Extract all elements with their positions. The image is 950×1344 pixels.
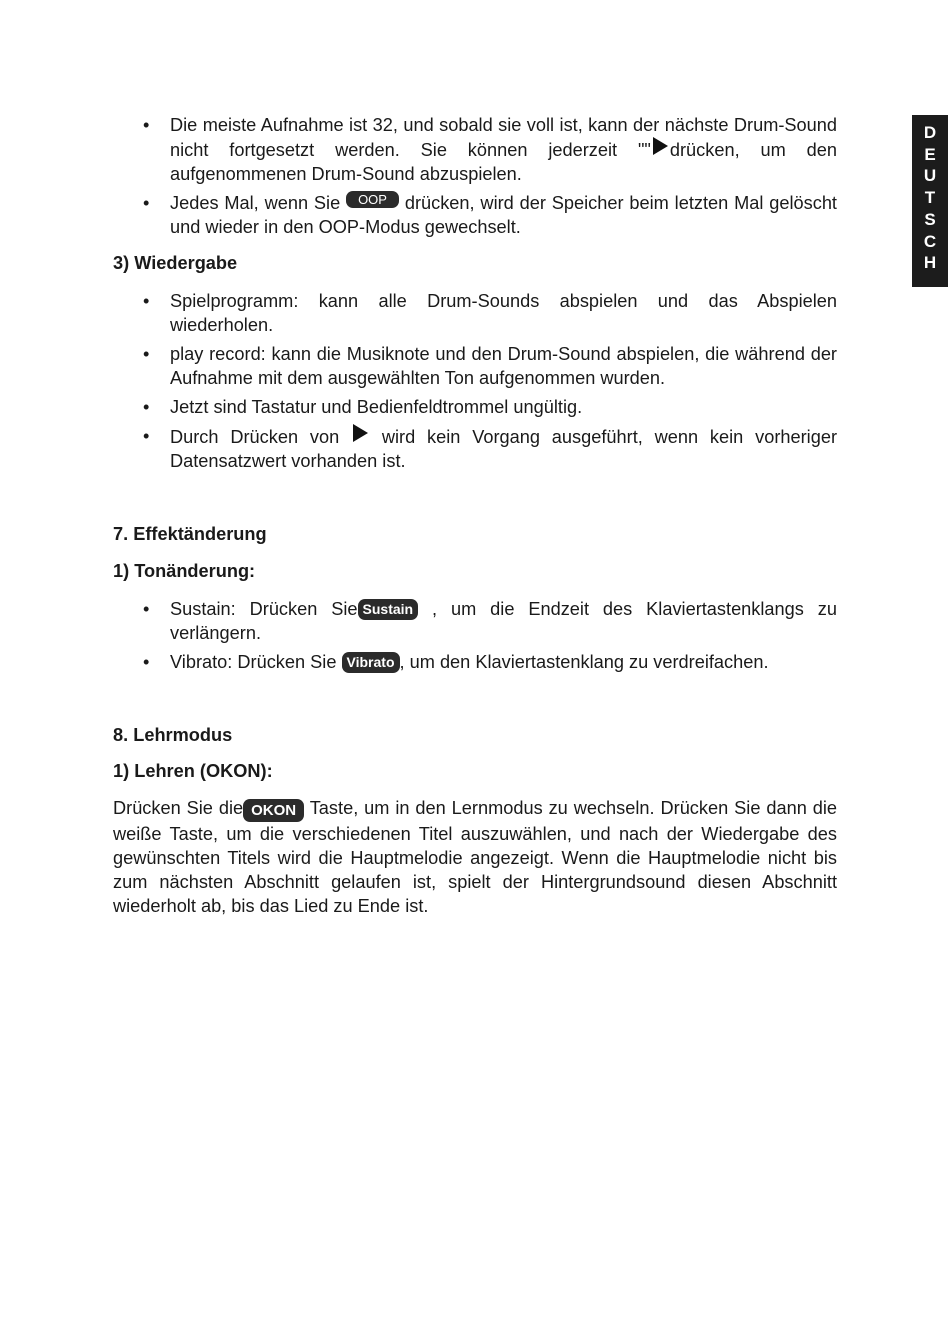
list-item: • play record: kann die Musiknote und den Drum-Sound abspielen, die während der Aufnahme mit dem ausgewählten Ton aufgenommen wurden. [143,344,837,388]
language-tab-letter: D [923,123,937,142]
list-item: • Die meiste Aufnahme ist 32, und sobald sie voll ist, kann der nächste Drum-Sound nicht fortgesetzt werden. Sie können jederzeit "" drücken, um den aufgenommenen Drum-Sound abzuspielen. [143,115,837,184]
teach-paragraph: Drücken Sie die OKON Taste, um in den Lernmodus zu wechseln. Drücken Sie dann die weiße Taste, um die verschiedenen Titel auszuwählen, und nach der Wiedergabe des gewünschten Titels wird die Hauptmelodie angezeigt. Wenn die Hauptmelodie nicht bis zum nächsten Abschnitt gelaufen ist, spielt der Hintergrundsound diesen Abschnitt wiederholt ab, bis das Lied zu Ende ist. [113,798,837,916]
language-tab-letter: S [924,209,936,229]
language-tab-letter: C [923,231,937,251]
subheading-tone-change: 1) Tonänderung: [113,561,256,581]
list-item: • Vibrato: Drücken Sie Vibrato , um den Klaviertastenklang zu verdreifachen. [143,652,769,672]
playback-bullet-list [113,289,837,473]
effects-bullet-list [113,597,837,674]
play-icon [353,424,368,442]
list-item: • Jetzt sind Tastatur und Bedienfeldtrommel ungültig. [143,397,583,417]
okon-key-label: OKON [243,799,304,822]
sustain-key-label: Sustain [358,599,419,620]
language-tab-letter: E [924,144,936,164]
section-heading-playback: 3) Wiedergabe [113,253,238,273]
subheading-teach-okon: 1) Lehren (OKON): [113,761,273,781]
list-item: • Durch Drücken von wird kein Vorgang ausgeführt, wenn kein vorheriger Datensatzwert vorhanden ist. [143,426,837,471]
language-tab [912,115,948,287]
list-item: • Jedes Mal, wenn Sie OOP drücken, wird der Speicher beim letzten Mal gelöscht und wieder in den OOP-Modus gewechselt. [143,192,837,237]
section-heading-effects: 7. Effektänderung [113,524,267,544]
document-body [113,113,837,918]
language-tab-letter: T [924,188,936,208]
oop-key-label: OOP [346,191,399,208]
play-icon [653,137,668,155]
language-tab-letter: U [923,166,937,186]
section-heading-teach: 8. Lehrmodus [113,725,233,745]
list-item: • Spielprogramm: kann alle Drum-Sounds abspielen und das Abspielen wiederholen. [143,291,837,335]
language-tab-letter: H [923,253,937,273]
vibrato-key-label: Vibrato [342,652,400,673]
list-item: • Sustain: Drücken Sie Sustain , um die Endzeit des Klaviertastenklangs zu verlängern. [143,599,837,643]
record-bullet-list [113,113,837,239]
